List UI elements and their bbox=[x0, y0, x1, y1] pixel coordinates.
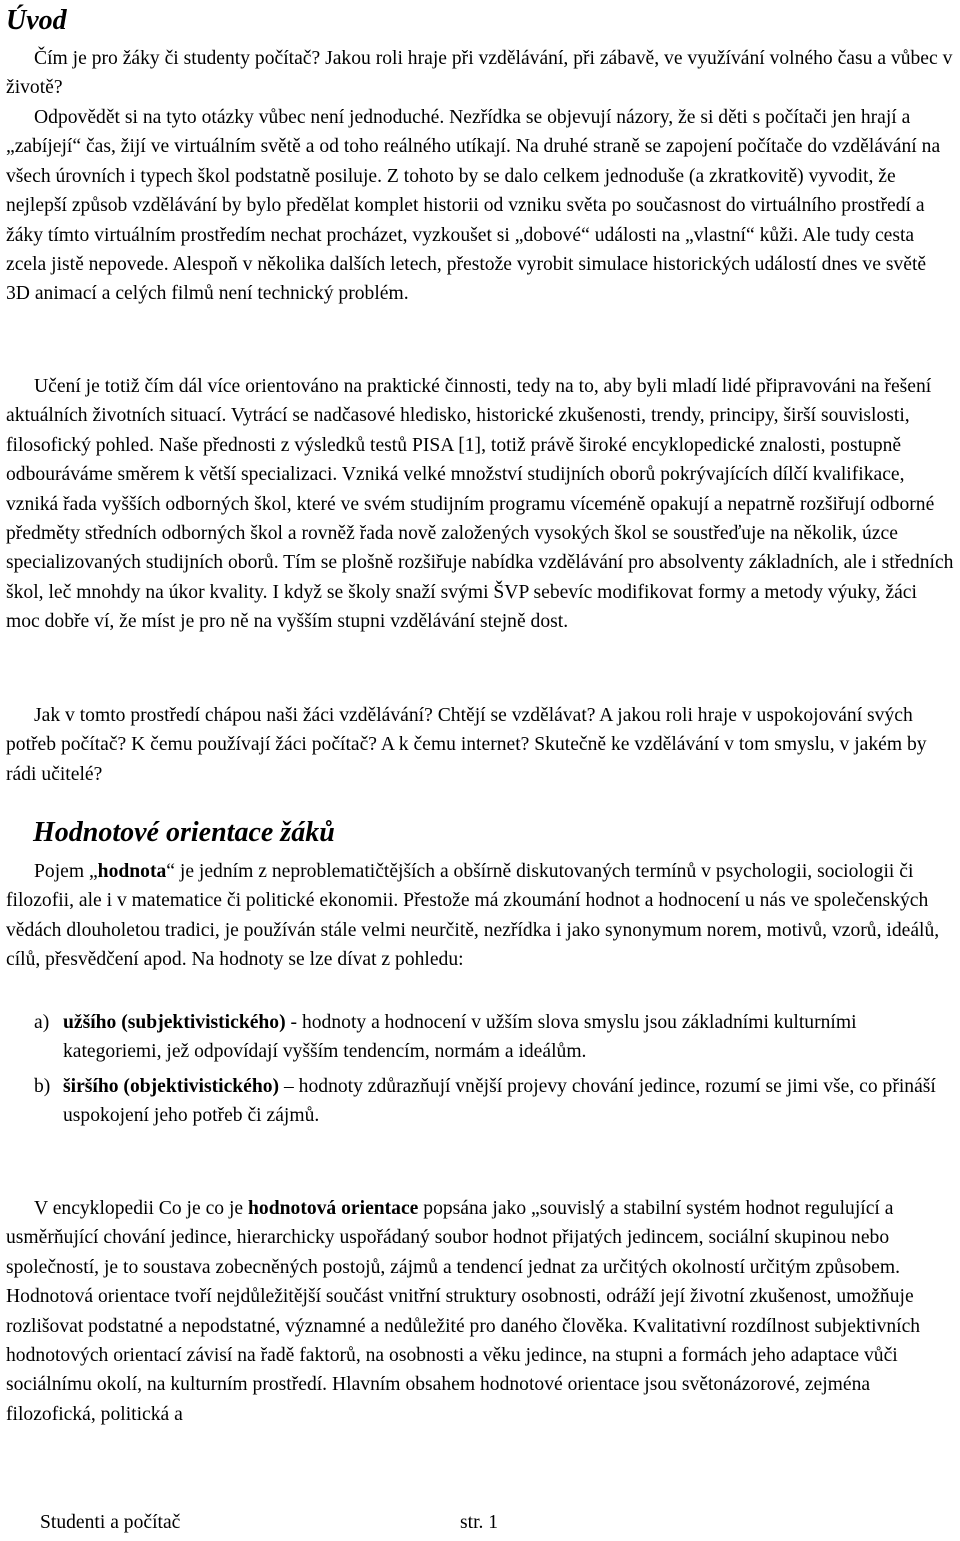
list-item-term: užšího (subjektivistického) bbox=[63, 1012, 286, 1033]
section-heading-hodnotove-orientace: Hodnotové orientace žáků bbox=[33, 817, 335, 848]
paragraph-learning-orientation: Učení je totiž čím dál více orientováno na praktické činnosti, tedy na to, aby byli mladí lidé připravováni na řešení aktuálních životních situací. Vytrácí se nadčasové hledisko, historické zkušenosti, trendy, principy, širší souvislosti, filosofický pohled. Naše přednosti z výsledků testů PISA [1], totiž právě široké encyklopedické znalosti, postupně odbouráváme směrem k větší specializaci. Vzniká velké množství studijních oborů pokrývajících dílčí kvalifikace, vzniká řada vyšších odborných škol, které ve svém studijním programu víceméně opakují a nepatrně rozšiřují odborné předměty středních odborných škol a rovněž řada nově založených vysokých škol se soustřeďuje na několik, úzce specializovaných studijních oborů. Tím se plošně rozšiřuje nabídka vzdělávání pro absolventy základních, ale i středních škol, leč mnohdy na úkor kvality. I když se školy snaží svými ŠVP sebevíc modifikovat formy a metody výuky, žáci moc dobře ví, že míst je pro ně na vyšším stupni vzdělávání stejně dost. bbox=[6, 376, 954, 633]
list-item-term: širšího (objektivistického) bbox=[63, 1075, 280, 1097]
paragraph-intro-answers: Odpovědět si na tyto otázky vůbec není jednoduché. Nezřídka se objevují názory, že si děti s počítači jen hrají a „zabíjejí“ čas, žijí ve virtuálním světě a od toho reálného utíkají. Na druhé straně se zapojení počítače do vzdělávání na všech úrovních i typech škol podstatně posiluje. Z tohoto by se dalo celkem jednoduše (a zkratkovitě) vyvodit, že nejlepší způsob vzdělávání by bylo předělat komplet historii od vzniku světa po současnost do virtuálního prostředí a žáky tímto virtuálním prostředím nechat procházet, vyzkoušet si „dobové“ události na „vlastní“ kůži. Ale tudy cesta zcela jistě nepovede. Alespoň v několika dalších letech, přestože vyrobit simulace historických událostí dnes ve světě 3D animací a celých filmů není technický problém. bbox=[6, 107, 941, 305]
list-item-text: - hodnoty a hodnocení v užším slova smyslu jsou základními kulturními kategoriemi, jež odpovídají vyšším tendencím, normám a ideálům. bbox=[63, 1012, 857, 1063]
term-hodnota: hodnota bbox=[97, 861, 167, 882]
list-item-text: – hodnoty zdůrazňují vnější projevy chování jedince, rozumí se jimi vše, co přináší uspokojení jeho potřeb či zájmů. bbox=[63, 1075, 936, 1127]
section-heading-uvod: Úvod bbox=[6, 5, 67, 36]
paragraph-value-definition: Pojem „hodnota“ je jedním z neproblematičtějších a obšírně diskutovaných termínů v psychologii, sociologii či filozofii, ale i v matematice či politické ekonomii. Přestože má zkoumání hodnot a hodnocení u nás ve společenských vědách dlouholetou tradici, je používán stále velmi neurčitě, nezřídka i jako synonymum norem, motivů, vzorů, ideálů, cílů, přesvědčení apod. Na hodnoty se lze dívat z pohledu: bbox=[6, 861, 940, 971]
list-item bbox=[6, 1008, 954, 1067]
page-footer bbox=[40, 1508, 499, 1537]
paragraph-encyclopedia-definition: V encyklopedii Co je co je hodnotová orientace popsána jako „souvislý a stabilní systém hodnot regulující a usměrňující chování jedince, hierarchicky uspořádaný soubor hodnot přijatých jedincem, sociální skupinou nebo společností, je to soustava zobecněných postojů, zájmů a tendencí jednat za určitých okolností určitým způsobem. Hodnotová orientace tvoří nejdůležitější součást vnitřní struktury osobnosti, odráží její životní zkušenost, umožňuje rozlišovat podstatné a nepodstatné, významné a nedůležité pro daného člověka. Kvalitativní rozdílnost subjektivních hodnotových orientací závisí na řadě faktorů, na osobnosti a věku jedince, na stupni a formách jeho adaptace vůči sociálnímu okolí, na kulturním prostředí. Hlavním obsahem hodnotové orientace jsou světonázorové, zejména filozofická, politická a bbox=[6, 1198, 921, 1425]
footer-title: Studenti a počítač bbox=[40, 1512, 181, 1533]
list-marker: a) bbox=[34, 1012, 50, 1033]
paragraph-student-questions: Jak v tomto prostředí chápou naši žáci vzdělávání? Chtějí se vzdělávat? A jakou roli hraje v uspokojování svých potřeb počítač? K čemu používají žáci počítač? A k čemu internet? Skutečně ke vzdělávání v tom smyslu, v jakém by rádi učitelé? bbox=[6, 705, 927, 785]
term-hodnotova-orientace: hodnotová orientace bbox=[248, 1198, 419, 1219]
paragraph-intro-questions: Čím je pro žáky či studenty počítač? Jakou roli hraje při vzdělávání, při zábavě, ve využívání volného času a vůbec v životě? bbox=[6, 48, 953, 99]
page-number: str. 1 bbox=[460, 1512, 499, 1533]
list-item bbox=[6, 1072, 954, 1131]
list-marker: b) bbox=[34, 1075, 51, 1097]
value-perspective-list bbox=[6, 1008, 954, 1131]
